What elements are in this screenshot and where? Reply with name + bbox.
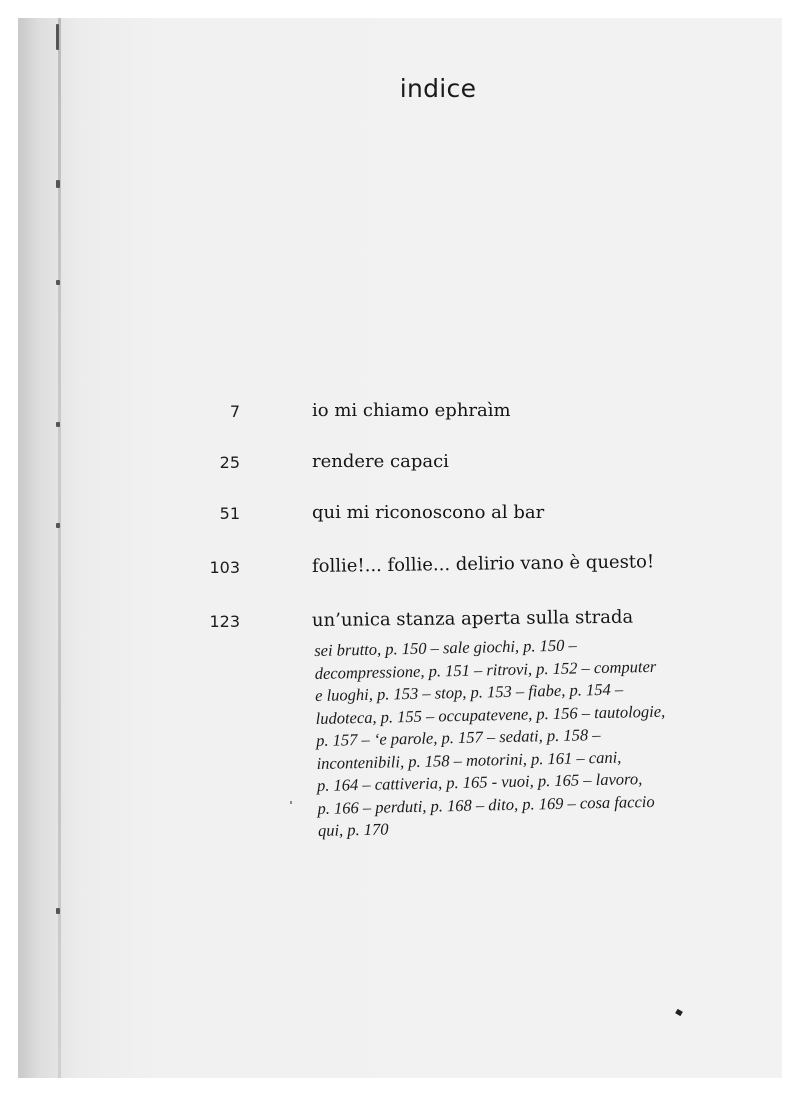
binding-mark — [56, 422, 60, 427]
toc-chapter-title: qui mi riconoscono al bar — [312, 502, 545, 523]
page-title: indice — [399, 74, 477, 103]
toc-subsection-line: e luoghi, p. 153 – stop, p. 153 – fiabe, p. 154 – — [314, 679, 624, 705]
toc-subsection-line: p. 157 – ‘e parole, p. 157 – sedati, p. 158 – — [315, 725, 601, 750]
toc-subsection-line: incontenibili, p. 158 – motorini, p. 161 – cani, — [316, 747, 622, 773]
toc-subsection-line: sei brutto, p. 150 – sale giochi, p. 150 – — [314, 635, 577, 660]
toc-page-number: 51 — [219, 504, 240, 523]
binding-mark — [56, 280, 60, 285]
toc-subsection-line: qui, p. 170 — [317, 819, 389, 840]
toc-subsection-line: decompressione, p. 151 – ritrovi, p. 152 – computer — [314, 656, 657, 683]
toc-chapter-title: rendere capaci — [312, 451, 449, 472]
binding-mark — [56, 523, 60, 528]
toc-subsection-line: p. 166 – perduti, p. 168 – dito, p. 169 – cosa faccio — [317, 791, 655, 818]
toc-subsection-line: ludoteca, p. 155 – occupatevene, p. 156 – tautologie, — [315, 701, 666, 728]
binding-mark — [56, 180, 60, 188]
toc-chapter-title: un’unica stanza aperta sulla strada — [311, 606, 634, 631]
toc-subsection-list — [314, 631, 738, 842]
binding-mark — [56, 908, 60, 914]
page-spine-shadow — [58, 18, 61, 1078]
toc-chapter-title: follie!... follie... delirio vano è questo! — [311, 551, 655, 577]
toc-page-number: 103 — [209, 558, 240, 577]
book-page — [18, 18, 782, 1078]
toc-page-number: 7 — [229, 402, 240, 421]
toc-chapter-title: io mi chiamo ephraìm — [312, 400, 511, 421]
toc-page-number: 123 — [209, 612, 240, 631]
ink-speck — [675, 1009, 683, 1016]
ink-speck — [290, 801, 292, 804]
toc-subsection-line: p. 164 – cattiveria, p. 165 - vuoi, p. 165 – lavoro, — [316, 769, 643, 795]
binding-mark — [56, 24, 59, 50]
toc-page-number: 25 — [219, 453, 240, 472]
